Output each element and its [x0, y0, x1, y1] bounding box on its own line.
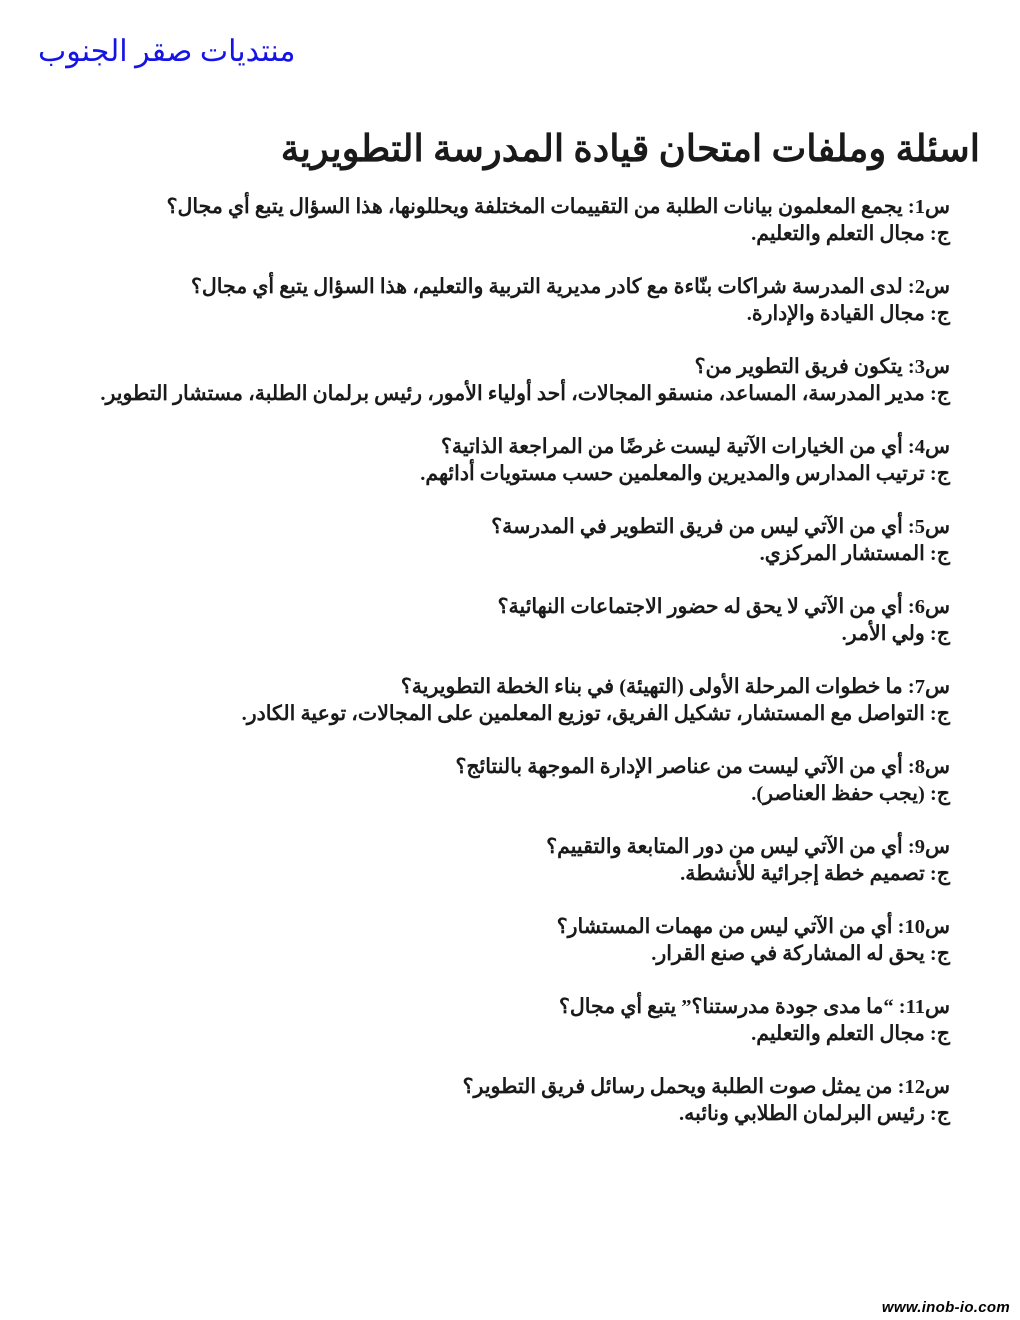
forum-name-text: منتديات صقر الجنوب [38, 35, 296, 68]
qa-item-3 [100, 354, 950, 407]
qa-item-5 [100, 514, 950, 567]
answer-text: ج: مجال التعلم والتعليم. [751, 222, 950, 245]
question-text: س4: أي من الخيارات الآتية ليست غرضًا من المراجعة الذاتية؟ [441, 436, 950, 458]
qa-item-2 [100, 274, 950, 327]
qa-item-4 [100, 434, 950, 487]
qa-item-1 [100, 194, 950, 247]
question-text: س10: أي من الآتي ليس من مهمات المستشار؟ [556, 916, 950, 938]
answer-text: ج: رئيس البرلمان الطلابي ونائبه. [679, 1102, 950, 1125]
question-text: س11: “ما مدى جودة مدرستنا؟” يتبع أي مجال؟ [558, 996, 950, 1018]
answer-text: ج: المستشار المركزي. [759, 542, 950, 565]
answer-text: ج: (يجب حفظ العناصر). [751, 782, 950, 805]
question-text: س6: أي من الآتي لا يحق له حضور الاجتماعات النهائية؟ [497, 596, 950, 618]
answer-text: ج: تصميم خطة إجرائية للأنشطة. [680, 862, 950, 885]
qa-item-7 [100, 674, 950, 727]
qa-item-10 [100, 914, 950, 967]
answer-text: ج: مجال القيادة والإدارة. [746, 302, 950, 325]
question-text: س2: لدى المدرسة شراكات بنّاءة مع كادر مديرية التربية والتعليم، هذا السؤال يتبع أي مجال؟ [190, 276, 950, 298]
qa-list [100, 194, 950, 1154]
qa-item-6 [100, 594, 950, 647]
answer-text: ج: ولي الأمر. [841, 622, 950, 645]
qa-item-9 [100, 834, 950, 887]
question-text: س7: ما خطوات المرحلة الأولى (التهيئة) في بناء الخطة التطويرية؟ [400, 676, 950, 698]
answer-text: ج: مجال التعلم والتعليم. [751, 1022, 950, 1045]
qa-item-8 [100, 754, 950, 807]
question-text: س1: يجمع المعلمون بيانات الطلبة من التقييمات المختلفة ويحللونها، هذا السؤال يتبع أي مجال؟ [166, 196, 950, 218]
page-title: اسئلة وملفات امتحان قيادة المدرسة التطويرية [280, 128, 980, 170]
question-text: س5: أي من الآتي ليس من فريق التطوير في المدرسة؟ [491, 516, 950, 538]
answer-text: ج: ترتيب المدارس والمديرين والمعلمين حسب مستويات أدائهم. [420, 462, 950, 485]
question-text: س8: أي من الآتي ليست من عناصر الإدارة الموجهة بالنتائج؟ [455, 756, 950, 778]
answer-text: ج: مدير المدرسة، المساعد، منسقو المجالات، أحد أولياء الأمور، رئيس برلمان الطلبة، مستشار التطوير. [100, 382, 950, 405]
qa-item-11 [100, 994, 950, 1047]
answer-text: ج: يحق له المشاركة في صنع القرار. [651, 942, 950, 965]
question-text: س3: يتكون فريق التطوير من؟ [694, 356, 950, 378]
answer-text: ج: التواصل مع المستشار، تشكيل الفريق، توزيع المعلمين على المجالات، توعية الكادر. [241, 702, 950, 725]
watermark-url: www.inob-io.com [881, 1299, 1010, 1316]
question-text: س9: أي من الآتي ليس من دور المتابعة والتقييم؟ [546, 836, 950, 858]
question-text: س12: من يمثل صوت الطلبة ويحمل رسائل فريق التطوير؟ [462, 1076, 950, 1098]
qa-item-12 [100, 1074, 950, 1127]
